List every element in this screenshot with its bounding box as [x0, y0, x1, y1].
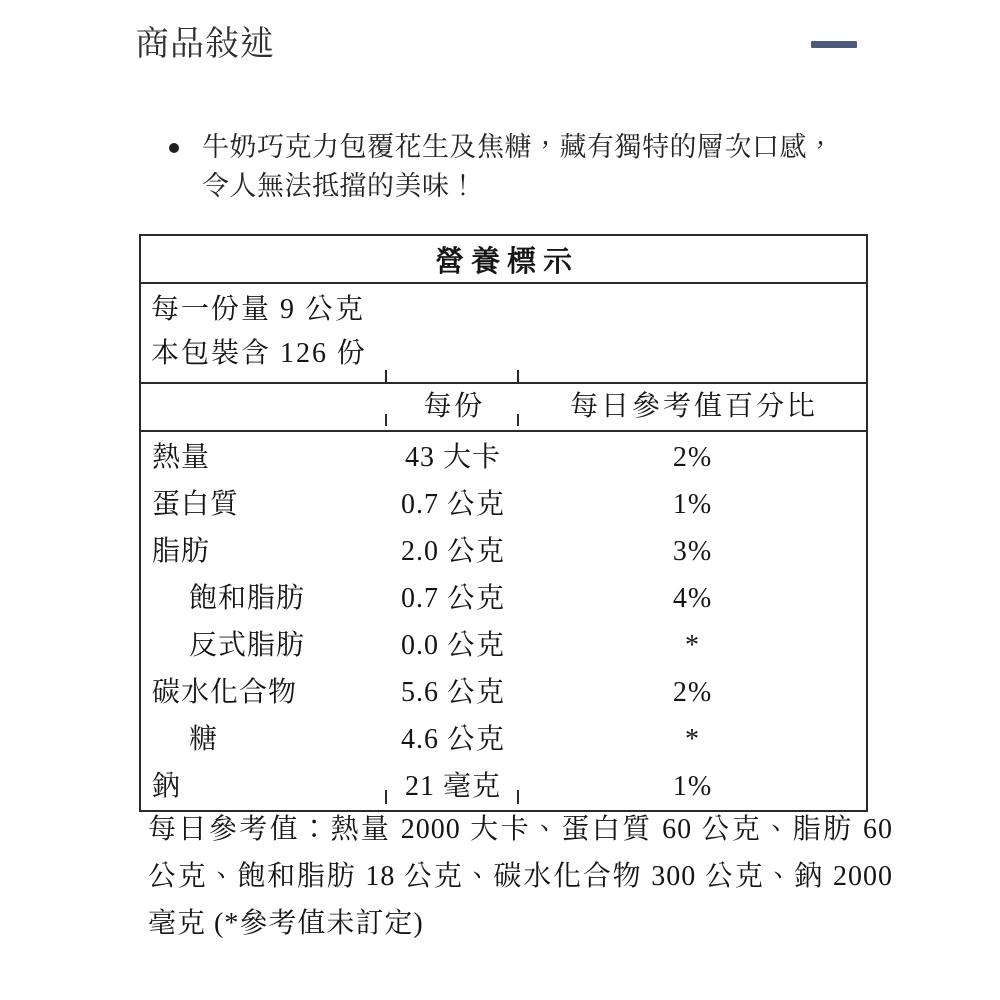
- nutrition-facts-table: [139, 234, 868, 812]
- nutrient-label: 反式脂肪: [189, 630, 306, 661]
- nutrient-daily-percent: 2%: [672, 677, 713, 708]
- minus-icon: [811, 41, 857, 48]
- nutrient-amount: 0.0 公克: [400, 630, 505, 661]
- column-tick-mark: [385, 370, 387, 382]
- nutrient-label: 脂肪: [152, 536, 211, 567]
- nutrition-table-box: [139, 234, 868, 812]
- serving-size: 每一份量 9 公克: [151, 294, 366, 325]
- nutrient-daily-percent: *: [685, 630, 700, 661]
- servings-per-container: 本包裝含 126 份: [151, 338, 368, 369]
- serving-info-row: [141, 284, 866, 384]
- nutrient-label: 飽和脂肪: [189, 583, 306, 614]
- nutrient-label: 熱量: [152, 442, 211, 473]
- nutrition-title: 營養標示: [434, 245, 579, 278]
- table-row: [141, 431, 866, 481]
- table-row: [141, 528, 866, 575]
- nutrient-daily-percent: *: [685, 724, 700, 755]
- column-header-nutrient: [141, 384, 387, 431]
- section-header: [135, 18, 857, 70]
- table-row: [141, 669, 866, 716]
- table-row: [141, 763, 866, 810]
- nutrient-label: 糖: [189, 724, 219, 755]
- column-tick-mark: [385, 790, 387, 804]
- nutrition-grid: [141, 384, 866, 810]
- nutrient-amount: 21 毫克: [404, 771, 501, 802]
- column-header-per-serving: 每份: [387, 384, 519, 431]
- nutrient-amount: 0.7 公克: [400, 583, 505, 614]
- bullet-dot-icon: [169, 143, 179, 153]
- page-title: 商品敍述: [135, 25, 275, 63]
- nutrient-daily-percent: 3%: [672, 536, 713, 567]
- nutrient-amount: 2.0 公克: [400, 536, 505, 567]
- nutrient-amount: 4.6 公克: [400, 724, 505, 755]
- column-tick-mark: [517, 414, 519, 426]
- nutrient-label: 碳水化合物: [152, 677, 298, 708]
- nutrient-daily-percent: 1%: [672, 489, 713, 520]
- table-row: [141, 481, 866, 528]
- description-bullet-list: [150, 128, 850, 206]
- daily-value-footnote: 每日參考值：熱量 2000 大卡、蛋白質 60 公克、脂肪 60 公克、飽和脂肪 18 公克、碳水化合物 300 公克、鈉 2000 毫克 (*參考值未訂定): [148, 814, 893, 939]
- column-tick-mark: [517, 370, 519, 382]
- table-row: [141, 716, 866, 763]
- nutrient-amount: 43 大卡: [404, 442, 501, 473]
- nutrient-daily-percent: 2%: [672, 442, 713, 473]
- column-header-daily-value: 每日參考值百分比: [519, 384, 866, 431]
- nutrient-daily-percent: 1%: [672, 771, 713, 802]
- column-tick-mark: [517, 790, 519, 804]
- nutrient-daily-percent: 4%: [672, 583, 713, 614]
- nutrition-header-row: [141, 384, 866, 431]
- nutrition-title-row: [141, 236, 866, 284]
- nutrient-label: 蛋白質: [152, 489, 240, 520]
- nutrient-amount: 0.7 公克: [400, 489, 505, 520]
- table-row: [141, 622, 866, 669]
- collapse-section-button[interactable]: [811, 33, 857, 55]
- list-item: [150, 128, 850, 206]
- nutrient-label: 鈉: [152, 771, 182, 802]
- nutrition-rows: [141, 431, 866, 810]
- nutrient-amount: 5.6 公克: [400, 677, 505, 708]
- table-row: [141, 575, 866, 622]
- column-tick-mark: [385, 414, 387, 426]
- description-text: 牛奶巧克力包覆花生及焦糖，藏有獨特的層次口感，令人無法抵擋的美味！: [202, 132, 835, 201]
